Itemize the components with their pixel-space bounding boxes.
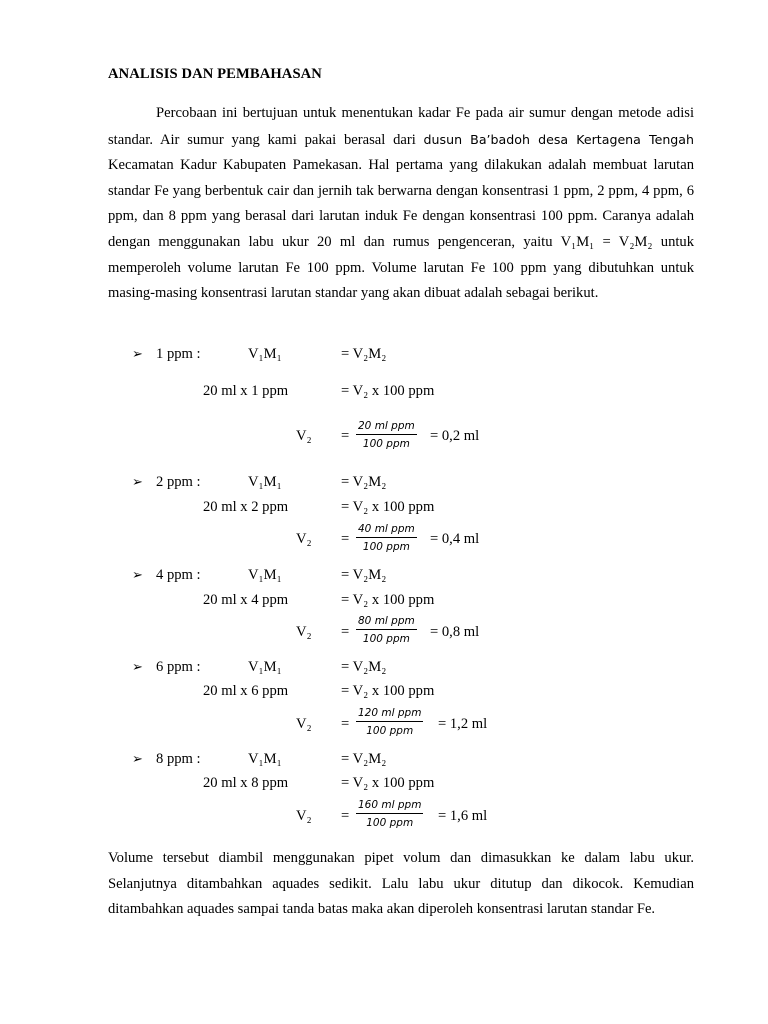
equals-sign: = — [341, 716, 350, 732]
fraction-denominator: 100 ppm — [366, 817, 414, 829]
substitution-lhs: 20 ml x 6 ppm — [203, 683, 289, 699]
fraction-numerator: 160 ml ppm — [356, 798, 423, 814]
formula-rhs: = V₂M₂ — [341, 659, 387, 675]
concentration-label: 6 ppm : — [156, 659, 201, 675]
arrow-bullet-icon: ➢ — [132, 659, 143, 674]
formula-lhs: V₁M₁ — [248, 474, 282, 490]
formula-rhs: = V₂M₂ — [341, 751, 387, 767]
substitution-rhs: = V₂ x 100 ppm — [341, 499, 435, 515]
formula-rhs: = V₂M₂ — [341, 567, 387, 583]
substitution-lhs: 20 ml x 4 ppm — [203, 592, 289, 608]
substitution-lhs: 20 ml x 1 ppm — [203, 383, 289, 399]
result-variable: V₂ — [296, 531, 312, 547]
section-heading: ANALISIS DAN PEMBAHASAN — [108, 66, 322, 82]
intro-paragraph — [108, 101, 694, 307]
result-value: = 1,6 ml — [438, 808, 488, 824]
arrow-bullet-icon: ➢ — [132, 567, 143, 582]
equals-sign: = — [341, 808, 350, 824]
equals-sign: = — [341, 624, 350, 640]
result-value: = 1,2 ml — [438, 716, 488, 732]
fraction — [356, 522, 417, 554]
concentration-label: 8 ppm : — [156, 751, 201, 767]
concentration-label: 2 ppm : — [156, 474, 201, 490]
fraction-numerator: 120 ml ppm — [356, 706, 423, 722]
formula-lhs: V₁M₁ — [248, 346, 282, 362]
intro-text-1: Percobaan ini bertujuan untuk menentukan kadar Fe pada air sumur dengan metode adisi standar. Air sumur yang kami pakai berasal dari — [108, 105, 694, 148]
fraction-numerator: 20 ml ppm — [356, 419, 417, 435]
fraction-numerator: 80 ml ppm — [356, 614, 417, 630]
fraction — [356, 614, 417, 646]
fraction — [356, 419, 417, 451]
concentration-label: 4 ppm : — [156, 567, 201, 583]
formula-rhs: = V₂M₂ — [341, 346, 387, 362]
result-variable: V₂ — [296, 808, 312, 824]
fraction-denominator: 100 ppm — [362, 633, 410, 645]
fraction — [356, 798, 423, 830]
fraction — [356, 706, 423, 738]
arrow-bullet-icon: ➢ — [132, 751, 143, 766]
result-value: = 0,8 ml — [430, 624, 480, 640]
arrow-bullet-icon: ➢ — [132, 346, 143, 361]
formula-lhs: V₁M₁ — [248, 659, 282, 675]
arrow-bullet-icon: ➢ — [132, 474, 143, 489]
fraction-denominator: 100 ppm — [362, 541, 410, 553]
fraction-numerator: 40 ml ppm — [356, 522, 417, 538]
fraction-denominator: 100 ppm — [366, 725, 414, 737]
result-value: = 0,4 ml — [430, 531, 480, 547]
substitution-rhs: = V₂ x 100 ppm — [341, 383, 435, 399]
formula-lhs: V₁M₁ — [248, 751, 282, 767]
result-variable: V₂ — [296, 624, 312, 640]
substitution-rhs: = V₂ x 100 ppm — [341, 592, 435, 608]
substitution-lhs: 20 ml x 2 ppm — [203, 499, 289, 515]
formula-lhs: V₁M₁ — [248, 567, 282, 583]
result-value: = 0,2 ml — [430, 428, 480, 444]
concentration-label: 1 ppm : — [156, 346, 201, 362]
substitution-rhs: = V₂ x 100 ppm — [341, 775, 435, 791]
dilution-formula: V₁M₁ = V₂M₂ — [560, 233, 653, 250]
equals-sign: = — [341, 428, 350, 444]
result-variable: V₂ — [296, 716, 312, 732]
formula-rhs: = V₂M₂ — [341, 474, 387, 490]
intro-text-2: Kecamatan Kadur Kabupaten Pamekasan. Hal pertama yang dilakukan adalah membuat larutan standar Fe yang berbentuk cair dan jernih tak berwarna dengan konsentrasi 1 ppm, 2 ppm, 4 ppm, 6 ppm, dan 8 ppm yang berasal dari larutan induk Fe dengan konsentrasi 100 ppm. Caranya adalah dengan menggunakan labu ukur 20 ml dan rumus pengenceran, yaitu — [108, 157, 694, 250]
intro-text-3: untuk memperoleh volume larutan Fe 100 ppm. Volume larutan Fe 100 ppm yang dibutuhkan untuk masing-masing konsentrasi larutan standar yang akan dibuat adalah sebagai berikut. — [108, 233, 695, 302]
closing-paragraph: Volume tersebut diambil menggunakan pipet volum dan dimasukkan ke dalam labu ukur. Selanjutnya ditambahkan aquades sedikit. Lalu labu ukur ditutup dan dikocok. Kemudian ditambahkan aquades sampai tanda batas maka akan diperoleh konsentrasi larutan standar Fe. — [108, 850, 694, 918]
fraction-denominator: 100 ppm — [362, 438, 410, 450]
result-variable: V₂ — [296, 428, 312, 444]
equals-sign: = — [341, 531, 350, 547]
substitution-rhs: = V₂ x 100 ppm — [341, 683, 435, 699]
substitution-lhs: 20 ml x 8 ppm — [203, 775, 289, 791]
location-text: dusun Ba’badoh desa Kertagena Tengah — [423, 131, 694, 147]
